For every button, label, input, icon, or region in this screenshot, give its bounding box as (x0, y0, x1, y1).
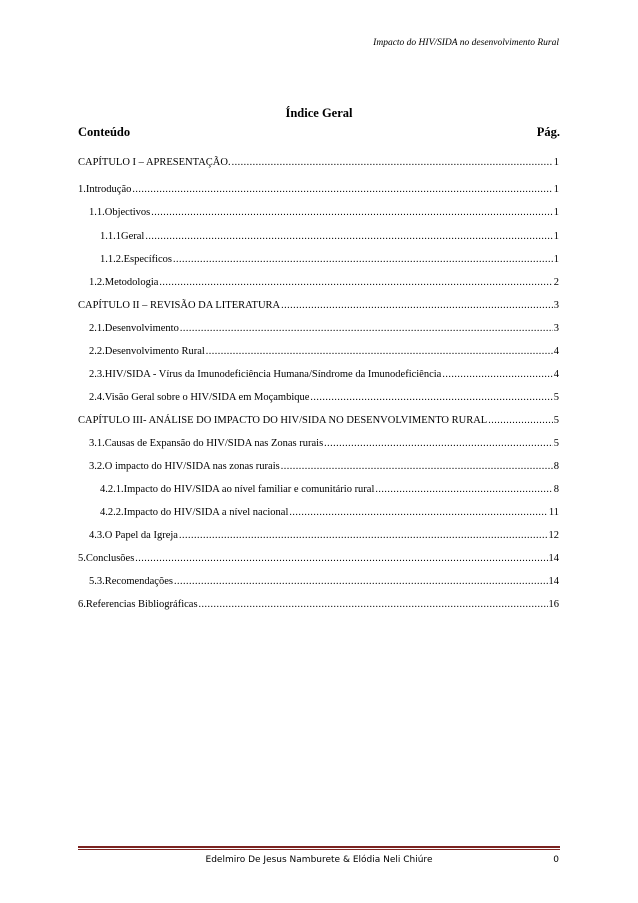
dot-leader (281, 461, 553, 472)
toc-entry-page: 5 (553, 392, 559, 403)
toc-entry-text: 2.2.Desenvolvimento Rural (89, 346, 205, 357)
toc-entry-page: 5 (553, 415, 559, 426)
dot-leader (324, 438, 553, 449)
toc-entry-text: 4.2.2.Impacto do HIV/SIDA a nível nacional (100, 507, 289, 518)
dot-leader (232, 157, 553, 168)
toc-entry-page: 14 (548, 576, 559, 587)
toc-entry-page: 4 (553, 369, 559, 380)
dot-leader (174, 576, 548, 587)
toc-entry-text: 3.1.Causas de Expansão do HIV/SIDA nas Zonas rurais (89, 438, 324, 449)
dot-leader (159, 277, 552, 288)
toc-entry-page: 8 (553, 461, 559, 472)
toc-entry-page: 8 (553, 484, 559, 495)
column-heading-content: Conteúdo (78, 125, 131, 139)
dot-leader (145, 231, 552, 242)
toc-entry-page: 12 (548, 530, 559, 541)
toc-entry-chapter-3[interactable] (78, 415, 559, 426)
toc-entry-5-3[interactable] (89, 576, 559, 587)
dot-leader (206, 346, 553, 357)
toc-entry-4-3[interactable] (89, 530, 559, 541)
toc-entry-1[interactable] (78, 184, 559, 195)
column-heading-page: Pág. (536, 125, 560, 139)
toc-entry-2-4[interactable] (89, 392, 559, 403)
toc-entry-text: CAPÍTULO II – REVISÃO DA LITERATURA (78, 300, 281, 311)
toc-entry-page: 1 (553, 207, 559, 218)
toc-entry-text: 1.1.2.Específicos (100, 254, 173, 265)
dot-leader (135, 553, 547, 564)
dot-leader (442, 369, 552, 380)
toc-entry-page: 1 (553, 157, 559, 168)
toc-entry-6[interactable] (78, 599, 559, 610)
dot-leader (488, 415, 553, 426)
toc-entry-page: 5 (553, 438, 559, 449)
dot-leader (199, 599, 548, 610)
toc-entry-2-3[interactable] (89, 369, 559, 380)
dot-leader (310, 392, 552, 403)
toc-title: Índice Geral (285, 106, 353, 120)
toc-entry-text: CAPÍTULO III- ANÁLISE DO IMPACTO DO HIV/SIDA NO DESENVOLVIMENTO RURAL (78, 415, 488, 426)
toc-entry-1-1[interactable] (89, 207, 559, 218)
toc-entry-1-1-2[interactable] (100, 254, 559, 265)
toc-entry-2-2[interactable] (89, 346, 559, 357)
toc-entry-page: 1 (553, 184, 559, 195)
toc-entry-text: 2.4.Visão Geral sobre o HIV/SIDA em Moçambique (89, 392, 310, 403)
toc-entry-text: 1.Introdução (78, 184, 132, 195)
toc-entry-4-2-2[interactable] (100, 507, 559, 518)
toc-entry-5[interactable] (78, 553, 559, 564)
toc-entry-text: CAPÍTULO I – APRESENTAÇÃO. (78, 157, 231, 168)
toc-entry-text: 1.2.Metodologia (89, 277, 159, 288)
dot-leader (151, 207, 553, 218)
toc-entry-2-1[interactable] (89, 323, 559, 334)
toc-entry-text: 5.3.Recomendações (89, 576, 173, 587)
running-header: Impacto do HIV/SIDA no desenvolvimento Rural (373, 38, 559, 48)
toc-entry-page: 4 (553, 346, 559, 357)
toc-entry-chapter-2[interactable] (78, 300, 559, 311)
dot-leader (179, 530, 548, 541)
toc-entry-page: 1 (553, 254, 559, 265)
footer-rule-thin (78, 849, 560, 850)
toc-entry-1-2[interactable] (89, 277, 559, 288)
toc-entry-4-2-1[interactable] (100, 484, 559, 495)
toc-entry-text: 4.3.O Papel da Igreja (89, 530, 178, 541)
dot-leader (173, 254, 553, 265)
footer-authors: Edelmiro De Jesus Namburete & Elódia Neli Chiúre (205, 855, 433, 865)
toc-entry-page: 2 (553, 277, 559, 288)
toc-entry-text: 2.3.HIV/SIDA - Vírus da Imunodeficiência Humana/Síndrome da Imunodeficiência (89, 369, 442, 380)
toc-entry-text: 4.2.1.Impacto do HIV/SIDA ao nível familiar e comunitário rural (100, 484, 375, 495)
toc-entry-text: 3.2.O impacto do HIV/SIDA nas zonas rurais (89, 461, 280, 472)
dot-leader (375, 484, 552, 495)
dot-leader (289, 507, 548, 518)
toc-entry-page: 14 (548, 553, 559, 564)
toc-entry-page: 3 (553, 323, 559, 334)
toc-entry-1-1-1[interactable] (100, 231, 559, 242)
toc-entry-page: 3 (553, 300, 559, 311)
toc-entry-page: 11 (548, 507, 559, 518)
toc-entry-3-2[interactable] (89, 461, 559, 472)
dot-leader (281, 300, 553, 311)
toc-entry-text: 5.Conclusões (78, 553, 135, 564)
toc-entry-text: 1.1.1Geral (100, 231, 145, 242)
toc-entry-page: 16 (548, 599, 559, 610)
toc-entry-text: 1.1.Objectivos (89, 207, 151, 218)
toc-entry-text: 2.1.Desenvolvimento (89, 323, 179, 334)
toc-entry-3-1[interactable] (89, 438, 559, 449)
toc-entry-page: 1 (553, 231, 559, 242)
toc-entry-chapter-1[interactable] (78, 157, 559, 168)
footer-rule (78, 846, 560, 848)
footer-page-number: 0 (553, 855, 559, 865)
dot-leader (180, 323, 553, 334)
toc-entry-text: 6.Referencias Bibliográficas (78, 599, 198, 610)
dot-leader (132, 184, 552, 195)
